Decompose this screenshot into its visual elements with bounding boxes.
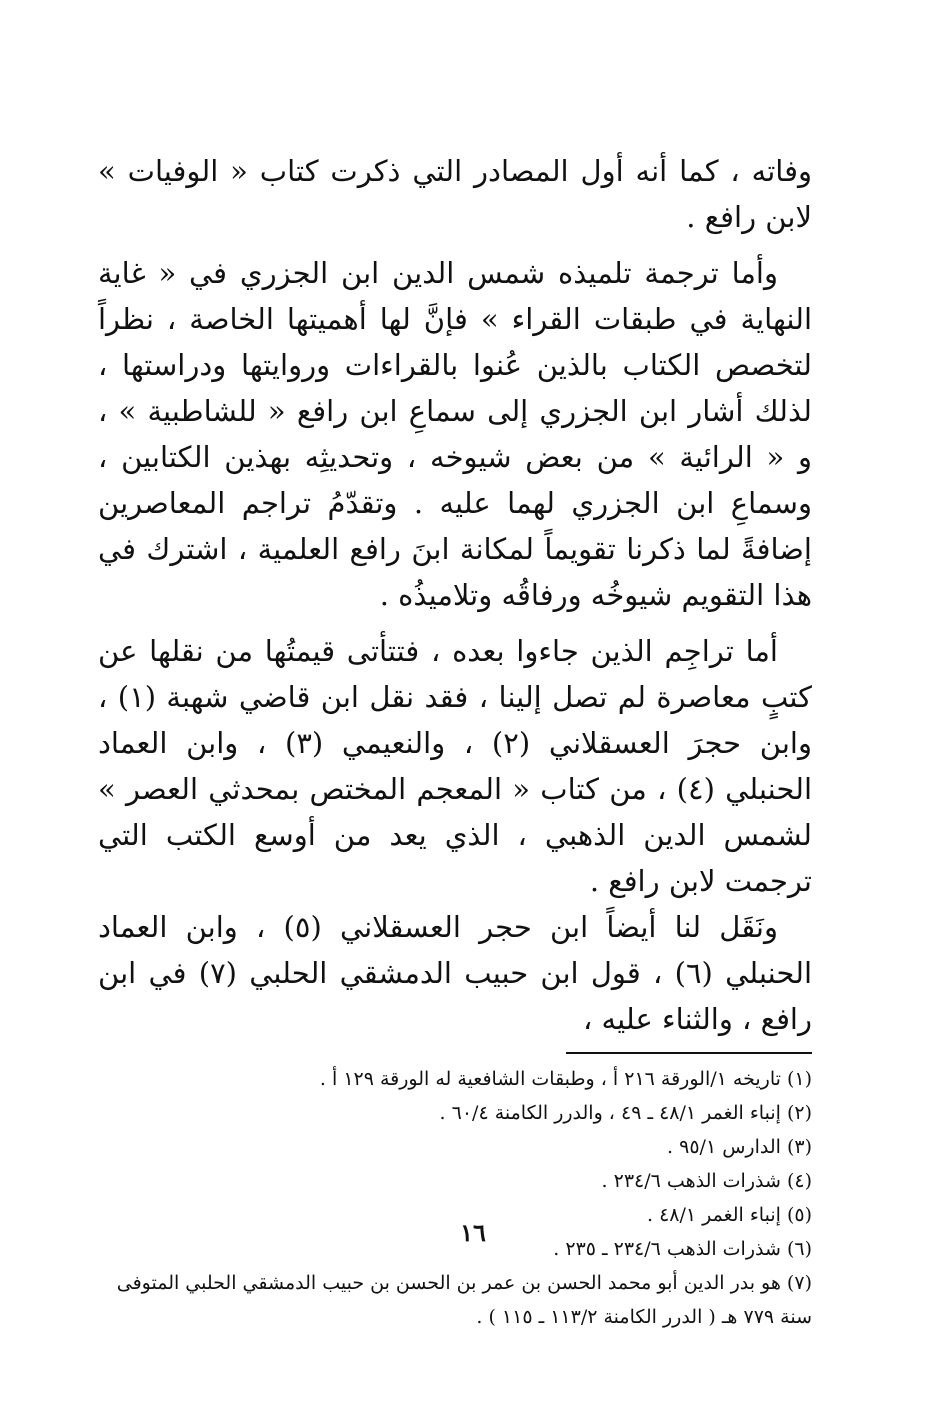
footnote-divider <box>566 1052 812 1054</box>
paragraph-3: أما تراجِم الذين جاءوا بعده ، فتتأتى قيمتُها من نقلها عن كتبٍ معاصرة لم تصل إلينا ، فقد نقل ابن قاضي شهبة (١) ، وابن حجرَ العسقلاني (٢) ، والنعيمي (٣) ، وابن العماد الحنبلي (٤) ، من كتاب « المعجم المختص بمحدثي العصر » لشمس الدين الذهبي ، الذي يعد من أوسع الكتب التي ترجمت لابن رافع . <box>98 634 813 898</box>
footnote-2: (٢) إنباء الغمر ٤٨/١ ـ ٤٩ ، والدرر الكامنة ٦٠/٤ . <box>439 1102 812 1124</box>
footnote-7: (٧) هو بدر الدين أبو محمد الحسن بن عمر بن الحسن بن حبيب الدمشقي الحلبي المتوفى سنة ٧٧٩ هـ ( الدرر الكامنة ١١٣/٢ ـ ١١٥ ) . <box>116 1272 812 1328</box>
main-text <box>98 148 812 1042</box>
paragraph-4: ونَقَل لنا أيضاً ابن حجر العسقلاني (٥) ، وابن العماد الحنبلي (٦) ، قول ابن حبيب الدمشقي الحلبي (٧) في ابن رافع ، والثناء عليه ، <box>98 910 813 1036</box>
footnote-5: (٥) إنباء الغمر ٤٨/١ . <box>646 1204 812 1226</box>
footnote-6: (٦) شذرات الذهب ٢٣٤/٦ ـ ٢٣٥ . <box>553 1238 812 1260</box>
page-content <box>98 148 812 1334</box>
footnote-3: (٣) الدارس ٩٥/١ . <box>667 1136 812 1158</box>
paragraph-2: وأما ترجمة تلميذه شمس الدين ابن الجزري في « غاية النهاية في طبقات القراء » فإنَّ لها أهميتها الخاصة ، نظراً لتخصص الكتاب بالذين عُنوا بالقراءات وروايتها ودراستها ، لذلك أشار ابن الجزري إلى سماعِ ابن رافع « للشاطبية » ، و « الرائية » من بعض شيوخه ، وتحديثِه بهذين الكتابين ، وسماعِ ابن الجزري لهما عليه . وتقدّمُ تراجم المعاصرين إضافةً لما ذكرنا تقويماً لمكانة ابنَ رافع العلمية ، اشترك في هذا التقويم شيوخُه ورفاقُه وتلاميذُه . <box>98 256 812 612</box>
footnotes <box>98 1062 812 1334</box>
paragraph-1: وفاته ، كما أنه أول المصادر التي ذكرت كتاب « الوفيات » لابن رافع . <box>98 154 812 234</box>
page-number: ١٦ <box>460 1218 486 1247</box>
footnote-1: (١) تاريخه ١/الورقة ٢١٦ أ ، وطبقات الشافعية له الورقة ١٢٩ أ . <box>319 1068 812 1090</box>
footnote-4: (٤) شذرات الذهب ٢٣٤/٦ . <box>601 1170 812 1192</box>
